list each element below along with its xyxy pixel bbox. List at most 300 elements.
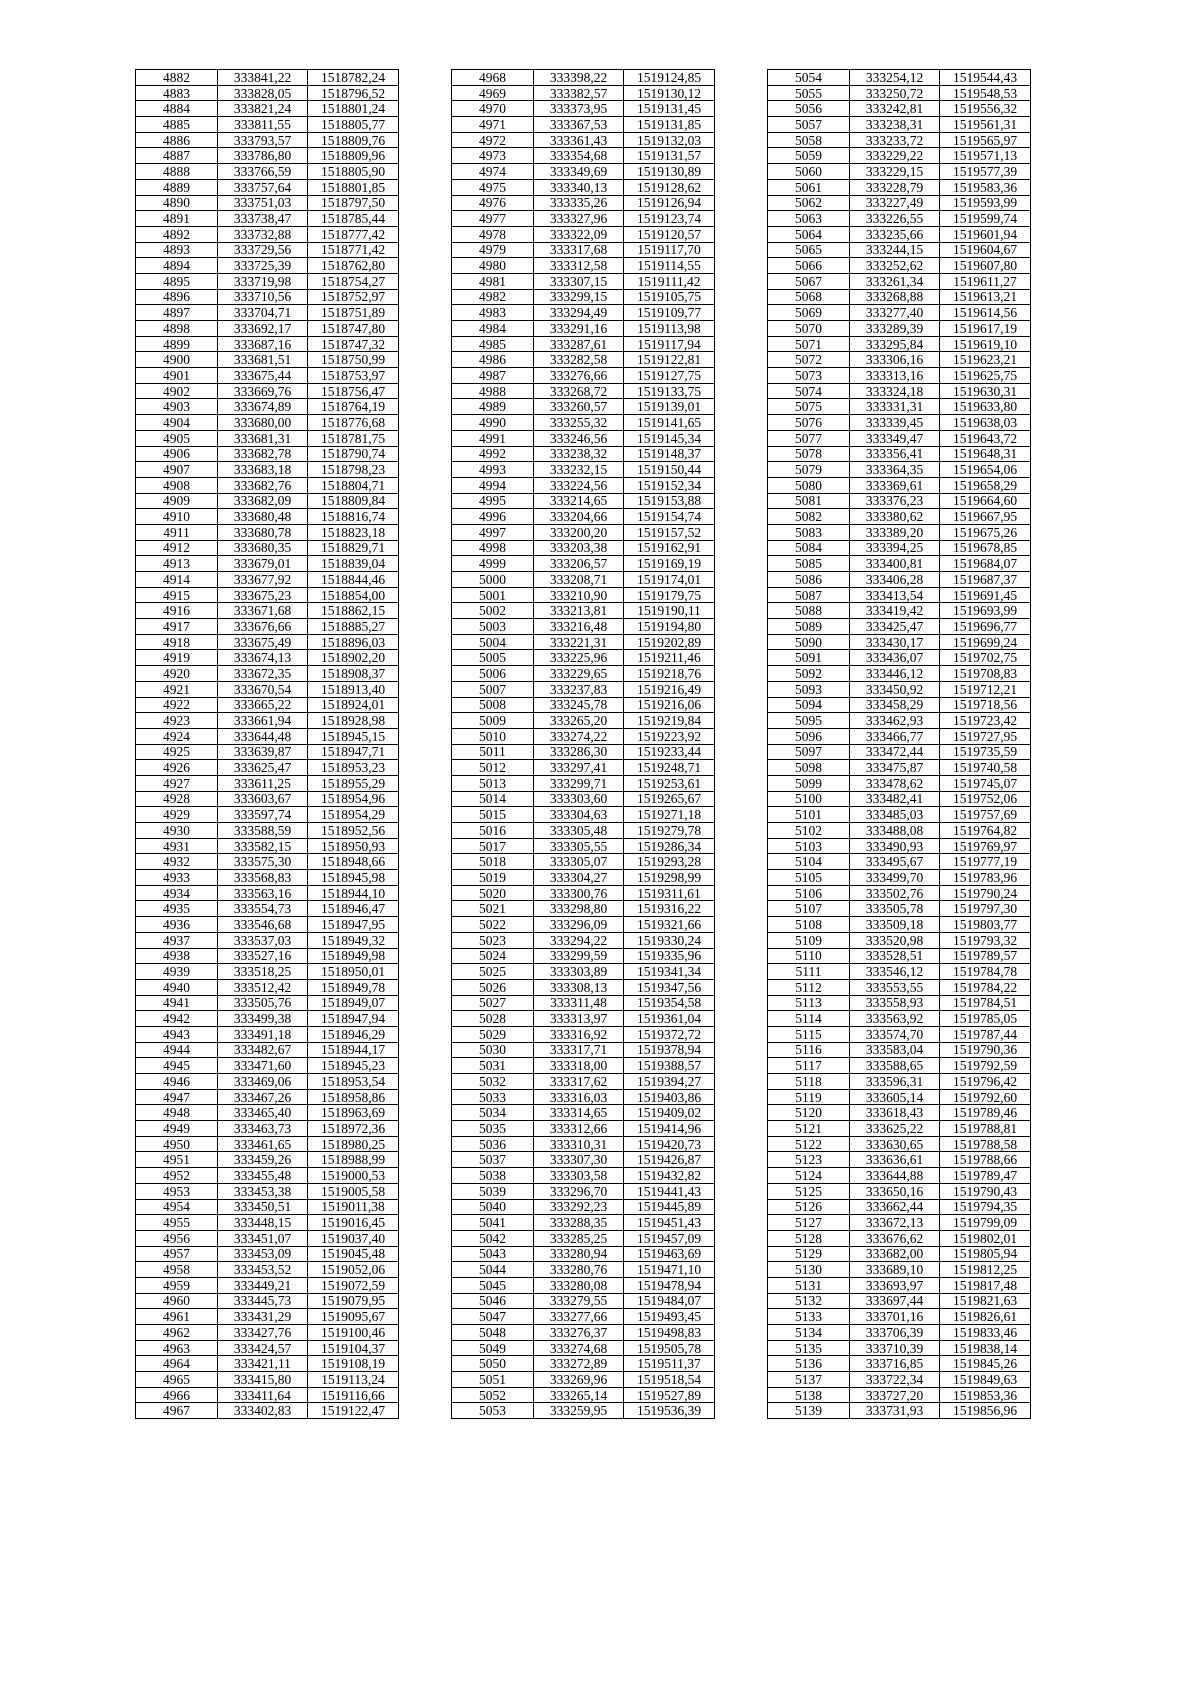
y-coordinate-cell: 1519643,72 xyxy=(940,430,1031,446)
x-coordinate-cell: 333259,95 xyxy=(534,1403,624,1419)
y-coordinate-cell: 1518950,01 xyxy=(308,964,399,980)
point-number-cell: 5030 xyxy=(452,1042,534,1058)
table-row xyxy=(452,493,715,509)
x-coordinate-cell: 333206,57 xyxy=(534,556,624,572)
point-number-cell: 5001 xyxy=(452,587,534,603)
table-row xyxy=(136,964,399,980)
x-coordinate-cell: 333603,67 xyxy=(218,791,308,807)
point-number-cell: 5079 xyxy=(768,462,850,478)
point-number-cell: 5065 xyxy=(768,242,850,258)
y-coordinate-cell: 1519792,59 xyxy=(940,1058,1031,1074)
table-row xyxy=(136,70,399,86)
x-coordinate-cell: 333662,44 xyxy=(850,1199,940,1215)
point-number-cell: 5033 xyxy=(452,1089,534,1105)
point-number-cell: 5069 xyxy=(768,305,850,321)
table-row xyxy=(452,807,715,823)
table-row xyxy=(452,1058,715,1074)
table-row xyxy=(136,132,399,148)
x-coordinate-cell: 333682,76 xyxy=(218,477,308,493)
y-coordinate-cell: 1519109,77 xyxy=(624,305,715,321)
point-number-cell: 4976 xyxy=(452,195,534,211)
x-coordinate-cell: 333242,81 xyxy=(850,101,940,117)
y-coordinate-cell: 1519190,11 xyxy=(624,603,715,619)
point-number-cell: 5009 xyxy=(452,713,534,729)
y-coordinate-cell: 1519253,61 xyxy=(624,775,715,791)
table-row xyxy=(768,885,1031,901)
point-number-cell: 5124 xyxy=(768,1168,850,1184)
table-row xyxy=(452,1152,715,1168)
point-number-cell: 4919 xyxy=(136,650,218,666)
point-number-cell: 5115 xyxy=(768,1026,850,1042)
y-coordinate-cell: 1518953,23 xyxy=(308,760,399,776)
x-coordinate-cell: 333331,31 xyxy=(850,399,940,415)
point-number-cell: 4987 xyxy=(452,368,534,384)
point-number-cell: 4944 xyxy=(136,1042,218,1058)
table-row xyxy=(452,164,715,180)
table-row xyxy=(768,242,1031,258)
y-coordinate-cell: 1519154,74 xyxy=(624,509,715,525)
x-coordinate-cell: 333597,74 xyxy=(218,807,308,823)
y-coordinate-cell: 1519457,09 xyxy=(624,1230,715,1246)
x-coordinate-cell: 333675,49 xyxy=(218,634,308,650)
x-coordinate-cell: 333672,35 xyxy=(218,666,308,682)
x-coordinate-cell: 333310,31 xyxy=(534,1136,624,1152)
point-number-cell: 5063 xyxy=(768,211,850,227)
point-number-cell: 4941 xyxy=(136,995,218,1011)
x-coordinate-cell: 333729,56 xyxy=(218,242,308,258)
table-row xyxy=(768,1183,1031,1199)
table-row xyxy=(136,211,399,227)
y-coordinate-cell: 1519561,31 xyxy=(940,117,1031,133)
x-coordinate-cell: 333618,43 xyxy=(850,1105,940,1121)
x-coordinate-cell: 333682,78 xyxy=(218,446,308,462)
point-number-cell: 4963 xyxy=(136,1340,218,1356)
table-row xyxy=(768,1403,1031,1419)
table-row xyxy=(452,289,715,305)
y-coordinate-cell: 1519604,67 xyxy=(940,242,1031,258)
x-coordinate-cell: 333676,62 xyxy=(850,1230,940,1246)
x-coordinate-cell: 333436,07 xyxy=(850,650,940,666)
x-coordinate-cell: 333261,34 xyxy=(850,273,940,289)
x-coordinate-cell: 333265,20 xyxy=(534,713,624,729)
y-coordinate-cell: 1519128,62 xyxy=(624,179,715,195)
x-coordinate-cell: 333811,55 xyxy=(218,117,308,133)
point-number-cell: 5100 xyxy=(768,791,850,807)
table-row xyxy=(136,321,399,337)
point-number-cell: 5071 xyxy=(768,336,850,352)
x-coordinate-cell: 333279,55 xyxy=(534,1293,624,1309)
y-coordinate-cell: 1518747,80 xyxy=(308,321,399,337)
y-coordinate-cell: 1519784,22 xyxy=(940,979,1031,995)
y-coordinate-cell: 1519833,46 xyxy=(940,1325,1031,1341)
x-coordinate-cell: 333373,95 xyxy=(534,101,624,117)
point-number-cell: 5038 xyxy=(452,1168,534,1184)
point-number-cell: 5086 xyxy=(768,572,850,588)
x-coordinate-cell: 333495,67 xyxy=(850,854,940,870)
table-row xyxy=(452,1042,715,1058)
x-coordinate-cell: 333461,65 xyxy=(218,1136,308,1152)
table-row xyxy=(452,854,715,870)
table-row xyxy=(452,305,715,321)
point-number-cell: 5002 xyxy=(452,603,534,619)
x-coordinate-cell: 333389,20 xyxy=(850,524,940,540)
y-coordinate-cell: 1519583,36 xyxy=(940,179,1031,195)
x-coordinate-cell: 333216,48 xyxy=(534,619,624,635)
x-coordinate-cell: 333430,17 xyxy=(850,634,940,650)
x-coordinate-cell: 333680,48 xyxy=(218,509,308,525)
x-coordinate-cell: 333505,78 xyxy=(850,901,940,917)
y-coordinate-cell: 1519286,34 xyxy=(624,838,715,854)
y-coordinate-cell: 1519821,63 xyxy=(940,1293,1031,1309)
x-coordinate-cell: 333766,59 xyxy=(218,164,308,180)
table-row xyxy=(768,760,1031,776)
y-coordinate-cell: 1519139,01 xyxy=(624,399,715,415)
table-row xyxy=(768,1215,1031,1231)
table-row xyxy=(136,1340,399,1356)
table-row xyxy=(768,1262,1031,1278)
x-coordinate-cell: 333751,03 xyxy=(218,195,308,211)
point-number-cell: 5023 xyxy=(452,932,534,948)
table-row xyxy=(768,1026,1031,1042)
point-number-cell: 5024 xyxy=(452,948,534,964)
point-number-cell: 5125 xyxy=(768,1183,850,1199)
table-row xyxy=(768,446,1031,462)
x-coordinate-cell: 333285,25 xyxy=(534,1230,624,1246)
point-number-cell: 5055 xyxy=(768,85,850,101)
x-coordinate-cell: 333317,62 xyxy=(534,1074,624,1090)
x-coordinate-cell: 333307,30 xyxy=(534,1152,624,1168)
x-coordinate-cell: 333680,35 xyxy=(218,540,308,556)
x-coordinate-cell: 333828,05 xyxy=(218,85,308,101)
x-coordinate-cell: 333553,55 xyxy=(850,979,940,995)
x-coordinate-cell: 333276,66 xyxy=(534,368,624,384)
x-coordinate-cell: 333235,66 xyxy=(850,226,940,242)
y-coordinate-cell: 1519699,24 xyxy=(940,634,1031,650)
table-row xyxy=(452,948,715,964)
y-coordinate-cell: 1519335,96 xyxy=(624,948,715,964)
table-row xyxy=(768,1042,1031,1058)
y-coordinate-cell: 1518954,96 xyxy=(308,791,399,807)
table-row xyxy=(452,1121,715,1137)
point-number-cell: 4977 xyxy=(452,211,534,227)
point-number-cell: 4971 xyxy=(452,117,534,133)
point-number-cell: 5121 xyxy=(768,1121,850,1137)
point-number-cell: 5091 xyxy=(768,650,850,666)
x-coordinate-cell: 333380,62 xyxy=(850,509,940,525)
y-coordinate-cell: 1519311,61 xyxy=(624,885,715,901)
point-number-cell: 4983 xyxy=(452,305,534,321)
x-coordinate-cell: 333300,76 xyxy=(534,885,624,901)
point-number-cell: 5132 xyxy=(768,1293,850,1309)
x-coordinate-cell: 333719,98 xyxy=(218,273,308,289)
point-number-cell: 5032 xyxy=(452,1074,534,1090)
point-number-cell: 4952 xyxy=(136,1168,218,1184)
point-number-cell: 5084 xyxy=(768,540,850,556)
y-coordinate-cell: 1518924,01 xyxy=(308,697,399,713)
table-row xyxy=(452,70,715,86)
point-number-cell: 4989 xyxy=(452,399,534,415)
table-row xyxy=(452,1230,715,1246)
point-number-cell: 5075 xyxy=(768,399,850,415)
table-row xyxy=(452,681,715,697)
table-row xyxy=(768,1246,1031,1262)
point-number-cell: 5088 xyxy=(768,603,850,619)
y-coordinate-cell: 1519752,06 xyxy=(940,791,1031,807)
table-row xyxy=(452,540,715,556)
table-row xyxy=(136,446,399,462)
table-row xyxy=(136,823,399,839)
table-row xyxy=(452,1136,715,1152)
x-coordinate-cell: 333689,10 xyxy=(850,1262,940,1278)
x-coordinate-cell: 333611,25 xyxy=(218,775,308,791)
point-number-cell: 5122 xyxy=(768,1136,850,1152)
x-coordinate-cell: 333575,30 xyxy=(218,854,308,870)
y-coordinate-cell: 1518947,95 xyxy=(308,917,399,933)
table-row xyxy=(768,1293,1031,1309)
point-number-cell: 5076 xyxy=(768,415,850,431)
point-number-cell: 5007 xyxy=(452,681,534,697)
point-number-cell: 5048 xyxy=(452,1325,534,1341)
table-row xyxy=(768,1277,1031,1293)
point-number-cell: 5083 xyxy=(768,524,850,540)
table-row xyxy=(768,195,1031,211)
table-row xyxy=(452,885,715,901)
table-row xyxy=(136,1293,399,1309)
y-coordinate-cell: 1519403,86 xyxy=(624,1089,715,1105)
y-coordinate-cell: 1519223,92 xyxy=(624,728,715,744)
point-number-cell: 5077 xyxy=(768,430,850,446)
point-number-cell: 4975 xyxy=(452,179,534,195)
x-coordinate-cell: 333349,47 xyxy=(850,430,940,446)
coordinates-table xyxy=(451,69,715,1419)
point-number-cell: 4910 xyxy=(136,509,218,525)
y-coordinate-cell: 1519133,75 xyxy=(624,383,715,399)
y-coordinate-cell: 1519117,70 xyxy=(624,242,715,258)
point-number-cell: 4900 xyxy=(136,352,218,368)
point-number-cell: 5068 xyxy=(768,289,850,305)
point-number-cell: 4960 xyxy=(136,1293,218,1309)
y-coordinate-cell: 1519518,54 xyxy=(624,1372,715,1388)
y-coordinate-cell: 1519544,43 xyxy=(940,70,1031,86)
table-row xyxy=(452,368,715,384)
table-row xyxy=(452,117,715,133)
x-coordinate-cell: 333625,47 xyxy=(218,760,308,776)
point-number-cell: 4916 xyxy=(136,603,218,619)
x-coordinate-cell: 333406,28 xyxy=(850,572,940,588)
point-number-cell: 4993 xyxy=(452,462,534,478)
x-coordinate-cell: 333276,37 xyxy=(534,1325,624,1341)
y-coordinate-cell: 1519817,48 xyxy=(940,1277,1031,1293)
y-coordinate-cell: 1519812,25 xyxy=(940,1262,1031,1278)
table-row xyxy=(452,226,715,242)
x-coordinate-cell: 333364,35 xyxy=(850,462,940,478)
x-coordinate-cell: 333701,16 xyxy=(850,1309,940,1325)
table-row xyxy=(452,587,715,603)
table-row xyxy=(452,258,715,274)
x-coordinate-cell: 333675,44 xyxy=(218,368,308,384)
coordinates-table xyxy=(135,69,399,1419)
point-number-cell: 5108 xyxy=(768,917,850,933)
y-coordinate-cell: 1519789,46 xyxy=(940,1105,1031,1121)
point-number-cell: 4911 xyxy=(136,524,218,540)
point-number-cell: 5126 xyxy=(768,1199,850,1215)
x-coordinate-cell: 333451,07 xyxy=(218,1230,308,1246)
point-number-cell: 4909 xyxy=(136,493,218,509)
y-coordinate-cell: 1519648,31 xyxy=(940,446,1031,462)
y-coordinate-cell: 1519745,07 xyxy=(940,775,1031,791)
y-coordinate-cell: 1519787,44 xyxy=(940,1026,1031,1042)
point-number-cell: 4935 xyxy=(136,901,218,917)
table-row xyxy=(768,666,1031,682)
x-coordinate-cell: 333793,57 xyxy=(218,132,308,148)
x-coordinate-cell: 333227,49 xyxy=(850,195,940,211)
table-row xyxy=(452,415,715,431)
y-coordinate-cell: 1519790,36 xyxy=(940,1042,1031,1058)
table-row xyxy=(136,979,399,995)
point-number-cell: 5094 xyxy=(768,697,850,713)
x-coordinate-cell: 333244,15 xyxy=(850,242,940,258)
point-number-cell: 5066 xyxy=(768,258,850,274)
table-row xyxy=(136,179,399,195)
x-coordinate-cell: 333588,65 xyxy=(850,1058,940,1074)
point-number-cell: 5114 xyxy=(768,1011,850,1027)
point-number-cell: 4890 xyxy=(136,195,218,211)
x-coordinate-cell: 333245,78 xyxy=(534,697,624,713)
x-coordinate-cell: 333305,55 xyxy=(534,838,624,854)
table-row xyxy=(136,462,399,478)
point-number-cell: 4958 xyxy=(136,1262,218,1278)
x-coordinate-cell: 333697,44 xyxy=(850,1293,940,1309)
point-number-cell: 5025 xyxy=(452,964,534,980)
x-coordinate-cell: 333665,22 xyxy=(218,697,308,713)
point-number-cell: 5089 xyxy=(768,619,850,635)
point-number-cell: 5119 xyxy=(768,1089,850,1105)
x-coordinate-cell: 333482,41 xyxy=(850,791,940,807)
x-coordinate-cell: 333260,57 xyxy=(534,399,624,415)
y-coordinate-cell: 1518801,24 xyxy=(308,101,399,117)
point-number-cell: 4942 xyxy=(136,1011,218,1027)
x-coordinate-cell: 333574,70 xyxy=(850,1026,940,1042)
y-coordinate-cell: 1518950,93 xyxy=(308,838,399,854)
x-coordinate-cell: 333305,07 xyxy=(534,854,624,870)
y-coordinate-cell: 1519493,45 xyxy=(624,1309,715,1325)
point-number-cell: 5060 xyxy=(768,164,850,180)
table-row xyxy=(452,995,715,1011)
table-row xyxy=(768,619,1031,635)
x-coordinate-cell: 333369,61 xyxy=(850,477,940,493)
point-number-cell: 4937 xyxy=(136,932,218,948)
y-coordinate-cell: 1518805,77 xyxy=(308,117,399,133)
point-number-cell: 5043 xyxy=(452,1246,534,1262)
y-coordinate-cell: 1518946,47 xyxy=(308,901,399,917)
x-coordinate-cell: 333466,77 xyxy=(850,728,940,744)
x-coordinate-cell: 333268,72 xyxy=(534,383,624,399)
x-coordinate-cell: 333294,22 xyxy=(534,932,624,948)
table-row xyxy=(136,1325,399,1341)
point-number-cell: 4968 xyxy=(452,70,534,86)
x-coordinate-cell: 333537,03 xyxy=(218,932,308,948)
y-coordinate-cell: 1519498,83 xyxy=(624,1325,715,1341)
y-coordinate-cell: 1519347,56 xyxy=(624,979,715,995)
table-row xyxy=(768,995,1031,1011)
table-row xyxy=(452,242,715,258)
table-row xyxy=(452,1356,715,1372)
x-coordinate-cell: 333254,12 xyxy=(850,70,940,86)
table-row xyxy=(452,572,715,588)
table-row xyxy=(452,1372,715,1388)
table-row xyxy=(768,101,1031,117)
table-row xyxy=(768,1105,1031,1121)
point-number-cell: 4929 xyxy=(136,807,218,823)
point-number-cell: 5008 xyxy=(452,697,534,713)
point-number-cell: 4955 xyxy=(136,1215,218,1231)
point-number-cell: 5011 xyxy=(452,744,534,760)
x-coordinate-cell: 333499,70 xyxy=(850,870,940,886)
table-row xyxy=(136,556,399,572)
point-number-cell: 4953 xyxy=(136,1183,218,1199)
y-coordinate-cell: 1519124,85 xyxy=(624,70,715,86)
x-coordinate-cell: 333277,40 xyxy=(850,305,940,321)
table-row xyxy=(452,524,715,540)
table-row xyxy=(768,964,1031,980)
y-coordinate-cell: 1519095,67 xyxy=(308,1309,399,1325)
y-coordinate-cell: 1519757,69 xyxy=(940,807,1031,823)
y-coordinate-cell: 1519691,45 xyxy=(940,587,1031,603)
point-number-cell: 4961 xyxy=(136,1309,218,1325)
point-number-cell: 5029 xyxy=(452,1026,534,1042)
table-row xyxy=(768,132,1031,148)
table-row xyxy=(452,352,715,368)
table-row xyxy=(136,1246,399,1262)
point-number-cell: 4965 xyxy=(136,1372,218,1388)
y-coordinate-cell: 1519072,59 xyxy=(308,1277,399,1293)
point-number-cell: 5035 xyxy=(452,1121,534,1137)
x-coordinate-cell: 333558,93 xyxy=(850,995,940,1011)
y-coordinate-cell: 1519114,55 xyxy=(624,258,715,274)
table-row xyxy=(452,1262,715,1278)
table-row xyxy=(768,524,1031,540)
table-row xyxy=(768,399,1031,415)
x-coordinate-cell: 333546,68 xyxy=(218,917,308,933)
table-row xyxy=(136,242,399,258)
x-coordinate-cell: 333288,35 xyxy=(534,1215,624,1231)
table-row xyxy=(136,666,399,682)
point-number-cell: 4969 xyxy=(452,85,534,101)
y-coordinate-cell: 1518947,71 xyxy=(308,744,399,760)
table-row xyxy=(768,603,1031,619)
table-row xyxy=(768,211,1031,227)
point-number-cell: 4903 xyxy=(136,399,218,415)
table-row xyxy=(136,838,399,854)
table-row xyxy=(452,1074,715,1090)
y-coordinate-cell: 1519218,76 xyxy=(624,666,715,682)
table-row xyxy=(452,1309,715,1325)
y-coordinate-cell: 1519126,94 xyxy=(624,195,715,211)
y-coordinate-cell: 1519005,58 xyxy=(308,1183,399,1199)
y-coordinate-cell: 1519571,13 xyxy=(940,148,1031,164)
x-coordinate-cell: 333431,29 xyxy=(218,1309,308,1325)
y-coordinate-cell: 1518839,04 xyxy=(308,556,399,572)
x-coordinate-cell: 333727,20 xyxy=(850,1387,940,1403)
y-coordinate-cell: 1519426,87 xyxy=(624,1152,715,1168)
y-coordinate-cell: 1519527,89 xyxy=(624,1387,715,1403)
x-coordinate-cell: 333670,54 xyxy=(218,681,308,697)
table-row xyxy=(768,948,1031,964)
x-coordinate-cell: 333453,38 xyxy=(218,1183,308,1199)
point-number-cell: 4907 xyxy=(136,462,218,478)
point-number-cell: 4994 xyxy=(452,477,534,493)
table-row xyxy=(136,1277,399,1293)
